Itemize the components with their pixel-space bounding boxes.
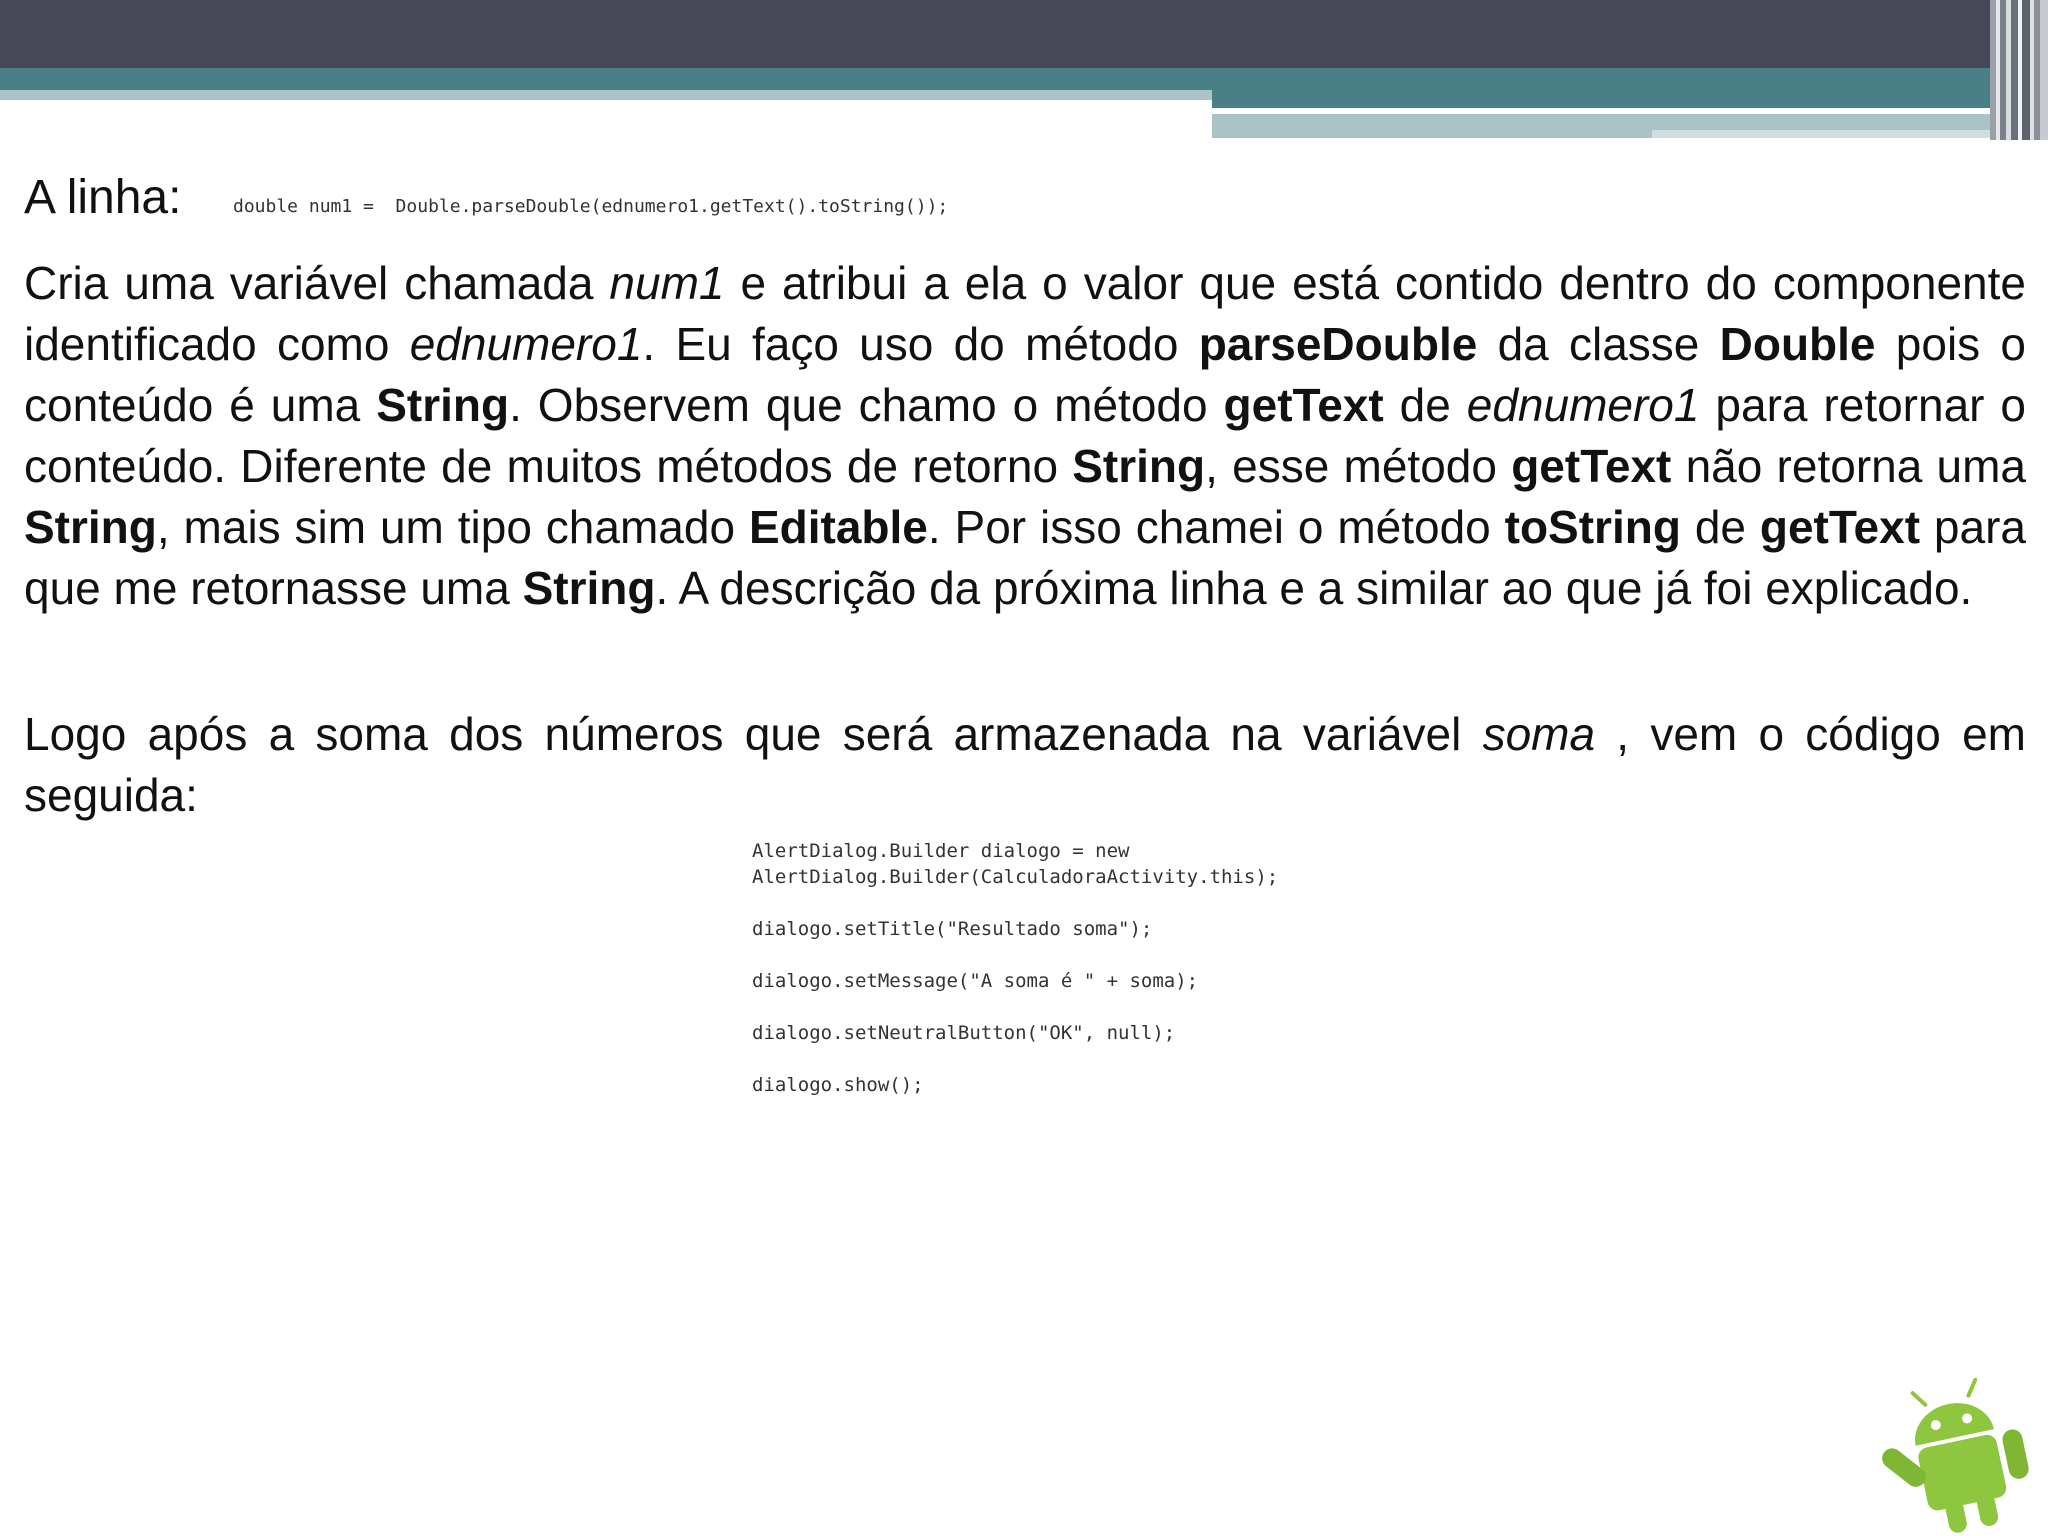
- android-robot-icon: [1878, 1368, 2048, 1536]
- text-run: . A descrição da próxima linha e a similar ao que já foi explicado.: [655, 562, 1973, 614]
- code-line: [752, 1046, 1278, 1072]
- code-line: dialogo.setMessage("A soma é " + soma);: [752, 970, 1199, 992]
- text-run: Double: [1719, 318, 1876, 370]
- code-line: AlertDialog.Builder(CalculadoraActivity.this);: [752, 866, 1279, 888]
- text-run: String: [522, 562, 656, 614]
- text-run: e atribui a ela o valor que está contido dentro do componente identificado como: [24, 257, 2026, 370]
- text-run: getText: [1511, 440, 1672, 492]
- text-run: soma: [1482, 708, 1596, 760]
- code-line: dialogo.setNeutralButton("OK", null);: [752, 1022, 1176, 1044]
- text-run: String: [376, 379, 510, 431]
- slide-label: A linha:: [24, 171, 182, 224]
- paragraph-explanation: [24, 253, 2026, 619]
- text-run: Editable: [748, 501, 928, 553]
- header-bar-dark: [0, 0, 2048, 68]
- text-run: . Por isso chamei o método: [927, 501, 1505, 553]
- code-line: [752, 890, 1278, 916]
- text-run: Logo após a soma dos números que será armazenada na variável: [24, 708, 1483, 760]
- text-run: ednumero1: [1466, 379, 1700, 431]
- header-bar-teal-right: [1212, 90, 1990, 108]
- code-line: [752, 994, 1278, 1020]
- text-run: Cria uma variável chamada: [24, 257, 610, 309]
- code-line: [752, 942, 1278, 968]
- code-line: double num1 = Double.parseDouble(ednumero1.getText().toString());: [233, 196, 949, 217]
- code-line: dialogo.setTitle("Resultado soma");: [752, 918, 1153, 940]
- text-run: , esse método: [1205, 440, 1512, 492]
- text-run: String: [1072, 440, 1206, 492]
- text-run: num1: [609, 257, 725, 309]
- text-run: toString: [1504, 501, 1681, 553]
- text-run: , mais sim um tipo chamado: [156, 501, 749, 553]
- text-run: de: [1680, 501, 1760, 553]
- header-bar-light: [0, 90, 1212, 100]
- text-run: para retornar o conteúdo. Diferente de muitos métodos de retorno: [24, 379, 2027, 492]
- text-run: getText: [1223, 379, 1384, 431]
- paragraph-intro-code: [24, 704, 2026, 826]
- text-run: String: [24, 501, 157, 553]
- text-run: não retorna uma: [1671, 440, 2027, 492]
- header-bar-teal: [0, 68, 1990, 90]
- text-run: . Observem que chamo o método: [509, 379, 1224, 431]
- text-run: pois o conteúdo é uma: [24, 318, 2027, 431]
- text-run: parseDouble: [1198, 318, 1478, 370]
- text-run: , vem o código em seguida:: [24, 708, 2026, 821]
- text-run: getText: [1759, 501, 1921, 553]
- header-stripes: [1990, 0, 2048, 140]
- text-run: para que me retornasse uma: [24, 501, 2026, 614]
- text-run: de: [1383, 379, 1467, 431]
- code-line: dialogo.show();: [752, 1074, 924, 1096]
- text-run: . Eu faço uso do método: [642, 318, 1199, 370]
- code-line: AlertDialog.Builder dialogo = new: [752, 840, 1130, 862]
- header-bar-lighter-right: [1652, 130, 2007, 138]
- code-block: [752, 838, 1278, 1098]
- text-run: da classe: [1477, 318, 1720, 370]
- text-run: ednumero1: [409, 318, 643, 370]
